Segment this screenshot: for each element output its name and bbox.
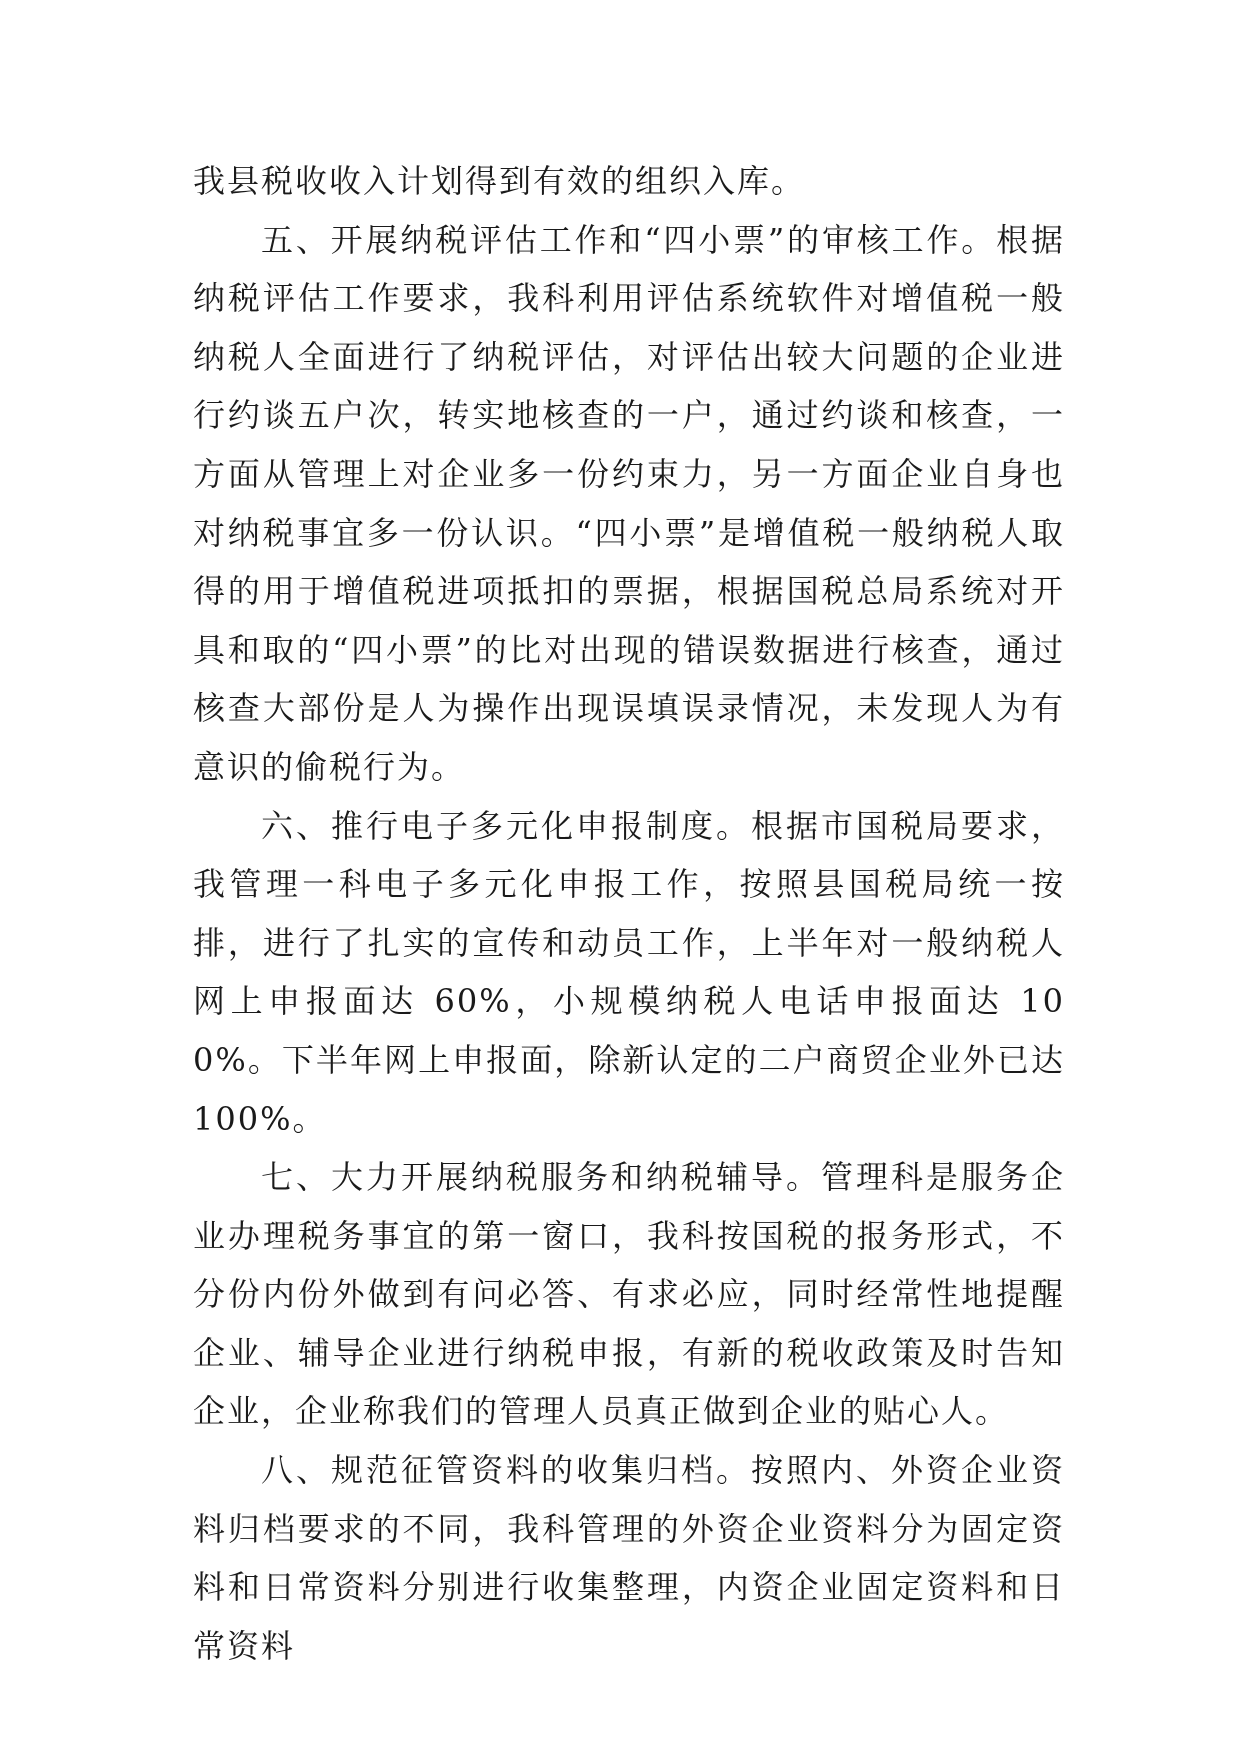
paragraph-section-7: 七、大力开展纳税服务和纳税辅导。管理科是服务企业办理税务事宜的第一窗口，我科按国税的报务形式，不分份内份外做到有问必答、有求必应，同时经常性地提醒企业、辅导企业进行纳税申报，有新的税收政策及时告知企业，企业称我们的管理人员真正做到企业的贴心人。: [193, 1158, 1065, 1431]
document-body: [193, 152, 1065, 1675]
paragraph-section-6: 六、推行电子多元化申报制度。根据市国税局要求，我管理一科电子多元化申报工作，按照县国税局统一按排，进行了扎实的宣传和动员工作，上半年对一般纳税人网上申报面达 60%，小规模纳税人电话申报面达 100%。下半年网上申报面，除新认定的二户商贸企业外已达 100%。: [193, 806, 1065, 1138]
paragraph-section-5: 五、开展纳税评估工作和“四小票”的审核工作。根据纳税评估工作要求，我科利用评估系统软件对增值税一般纳税人全面进行了纳税评估，对评估出较大问题的企业进行约谈五户次，转实地核查的一户，通过约谈和核查，一方面从管理上对企业多一份约束力，另一方面企业自身也对纳税事宜多一份认识。“四小票”是增值税一般纳税人取得的用于增值税进项抵扣的票据，根据国税总局系统对开具和取的“四小票”的比对出现的错误数据进行核查，通过核查大部份是人为操作出现误填误录情况，未发现人为有意识的偷税行为。: [193, 220, 1065, 786]
paragraph-continuation: 我县税收收入计划得到有效的组织入库。: [193, 162, 806, 200]
paragraph-section-8: 八、规范征管资料的收集归档。按照内、外资企业资料归档要求的不同，我科管理的外资企业资料分为固定资料和日常资料分别进行收集整理，内资企业固定资料和日常资料: [193, 1451, 1065, 1665]
